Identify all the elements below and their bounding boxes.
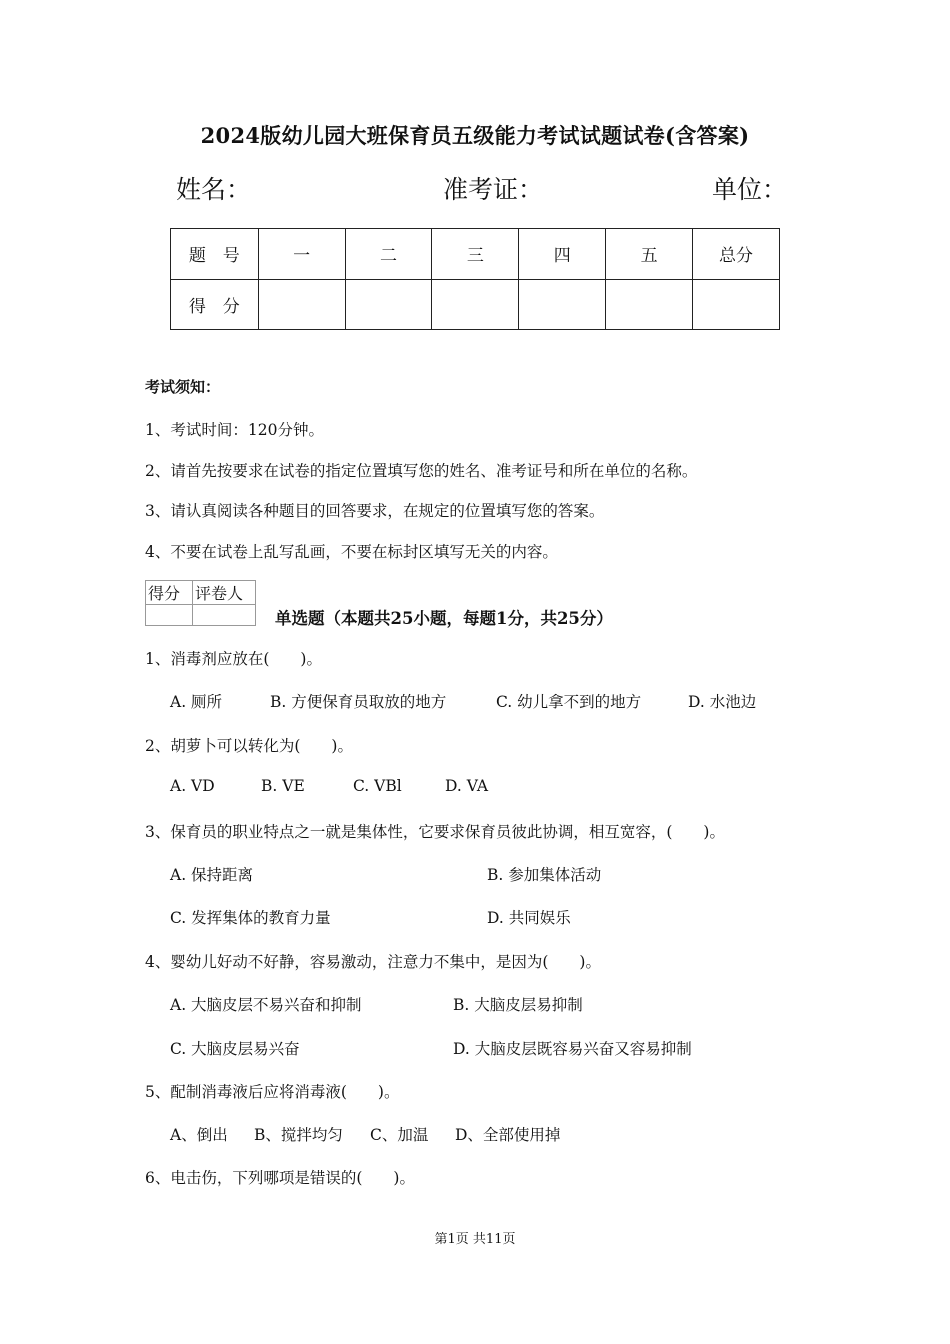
notice-item: 4、不要在试卷上乱写乱画，不要在标封区填写无关的内容。 bbox=[145, 543, 558, 561]
score-table-score-row bbox=[171, 279, 780, 330]
grader-box bbox=[145, 580, 256, 626]
score-row-label: 得 分 bbox=[171, 279, 259, 330]
score-table-header-cell: 三 bbox=[432, 229, 519, 280]
notice-heading: 考试须知： bbox=[145, 378, 221, 396]
score-table-header-cell: 一 bbox=[258, 229, 345, 280]
question-option: D. 水池边 bbox=[688, 693, 757, 711]
question-option: B. 方便保育员取放的地方 bbox=[270, 693, 447, 711]
question-stem: 3、保育员的职业特点之一就是集体性，它要求保育员彼此协调，相互宽容，( )。 bbox=[145, 823, 725, 841]
unit-field-label: 单位： bbox=[712, 175, 788, 204]
score-table-header-row bbox=[171, 229, 780, 280]
score-table-header-cell: 总分 bbox=[693, 229, 780, 280]
score-cell[interactable] bbox=[258, 279, 345, 330]
question-option: C. VBl bbox=[353, 777, 402, 795]
section-title: 单选题（本题共25小题，每题1分，共25分） bbox=[275, 609, 613, 628]
score-table-header-cell: 题 号 bbox=[171, 229, 259, 280]
notice-item: 3、请认真阅读各种题目的回答要求，在规定的位置填写您的答案。 bbox=[145, 502, 605, 520]
question-option: C、加温 bbox=[370, 1126, 429, 1144]
score-table-header-cell: 五 bbox=[606, 229, 693, 280]
question-option: B、搅拌均匀 bbox=[254, 1126, 343, 1144]
question-option: A. VD bbox=[170, 777, 215, 795]
question-option: D. 共同娱乐 bbox=[487, 909, 571, 927]
question-stem: 5、配制消毒液后应将消毒液( )。 bbox=[145, 1083, 400, 1101]
exam-number-field-label: 准考证： bbox=[443, 175, 544, 204]
grader-score-label: 得分 bbox=[146, 581, 193, 605]
question-stem: 2、胡萝卜可以转化为( )。 bbox=[145, 737, 353, 755]
score-table-header-cell: 二 bbox=[345, 229, 432, 280]
question-option: D. VA bbox=[445, 777, 489, 795]
question-option: A. 大脑皮层不易兴奋和抑制 bbox=[170, 996, 362, 1014]
question-option: B. 大脑皮层易抑制 bbox=[453, 996, 583, 1014]
score-cell[interactable] bbox=[693, 279, 780, 330]
score-cell[interactable] bbox=[519, 279, 606, 330]
question-option: A、倒出 bbox=[170, 1126, 228, 1144]
question-option: A. 保持距离 bbox=[170, 866, 254, 884]
score-cell[interactable] bbox=[432, 279, 519, 330]
grader-reviewer-label: 评卷人 bbox=[193, 581, 256, 605]
question-option: B. VE bbox=[261, 777, 305, 795]
name-field-label: 姓名： bbox=[176, 175, 252, 204]
question-option: C. 发挥集体的教育力量 bbox=[170, 909, 331, 927]
grader-score-cell[interactable] bbox=[146, 605, 193, 626]
question-option: B. 参加集体活动 bbox=[487, 866, 602, 884]
score-table bbox=[170, 228, 780, 330]
question-stem: 1、消毒剂应放在( )。 bbox=[145, 650, 322, 668]
question-stem: 4、婴幼儿好动不好静，容易激动，注意力不集中，是因为( )。 bbox=[145, 953, 601, 971]
grader-reviewer-cell[interactable] bbox=[193, 605, 256, 626]
notice-item: 1、考试时间：120分钟。 bbox=[145, 421, 324, 439]
question-option: C. 幼儿拿不到的地方 bbox=[496, 693, 642, 711]
score-cell[interactable] bbox=[606, 279, 693, 330]
question-option: A. 厕所 bbox=[170, 693, 223, 711]
page-footer: 第1页 共11页 bbox=[434, 1232, 516, 1247]
score-cell[interactable] bbox=[345, 279, 432, 330]
question-stem: 6、电击伤，下列哪项是错误的( )。 bbox=[145, 1169, 415, 1187]
question-option: D. 大脑皮层既容易兴奋又容易抑制 bbox=[453, 1040, 692, 1058]
notice-item: 2、请首先按要求在试卷的指定位置填写您的姓名、准考证号和所在单位的名称。 bbox=[145, 462, 698, 480]
score-table-header-cell: 四 bbox=[519, 229, 606, 280]
question-option: C. 大脑皮层易兴奋 bbox=[170, 1040, 300, 1058]
page-title: 2024版幼儿园大班保育员五级能力考试试题试卷(含答案) bbox=[200, 123, 750, 148]
question-option: D、全部使用掉 bbox=[455, 1126, 561, 1144]
